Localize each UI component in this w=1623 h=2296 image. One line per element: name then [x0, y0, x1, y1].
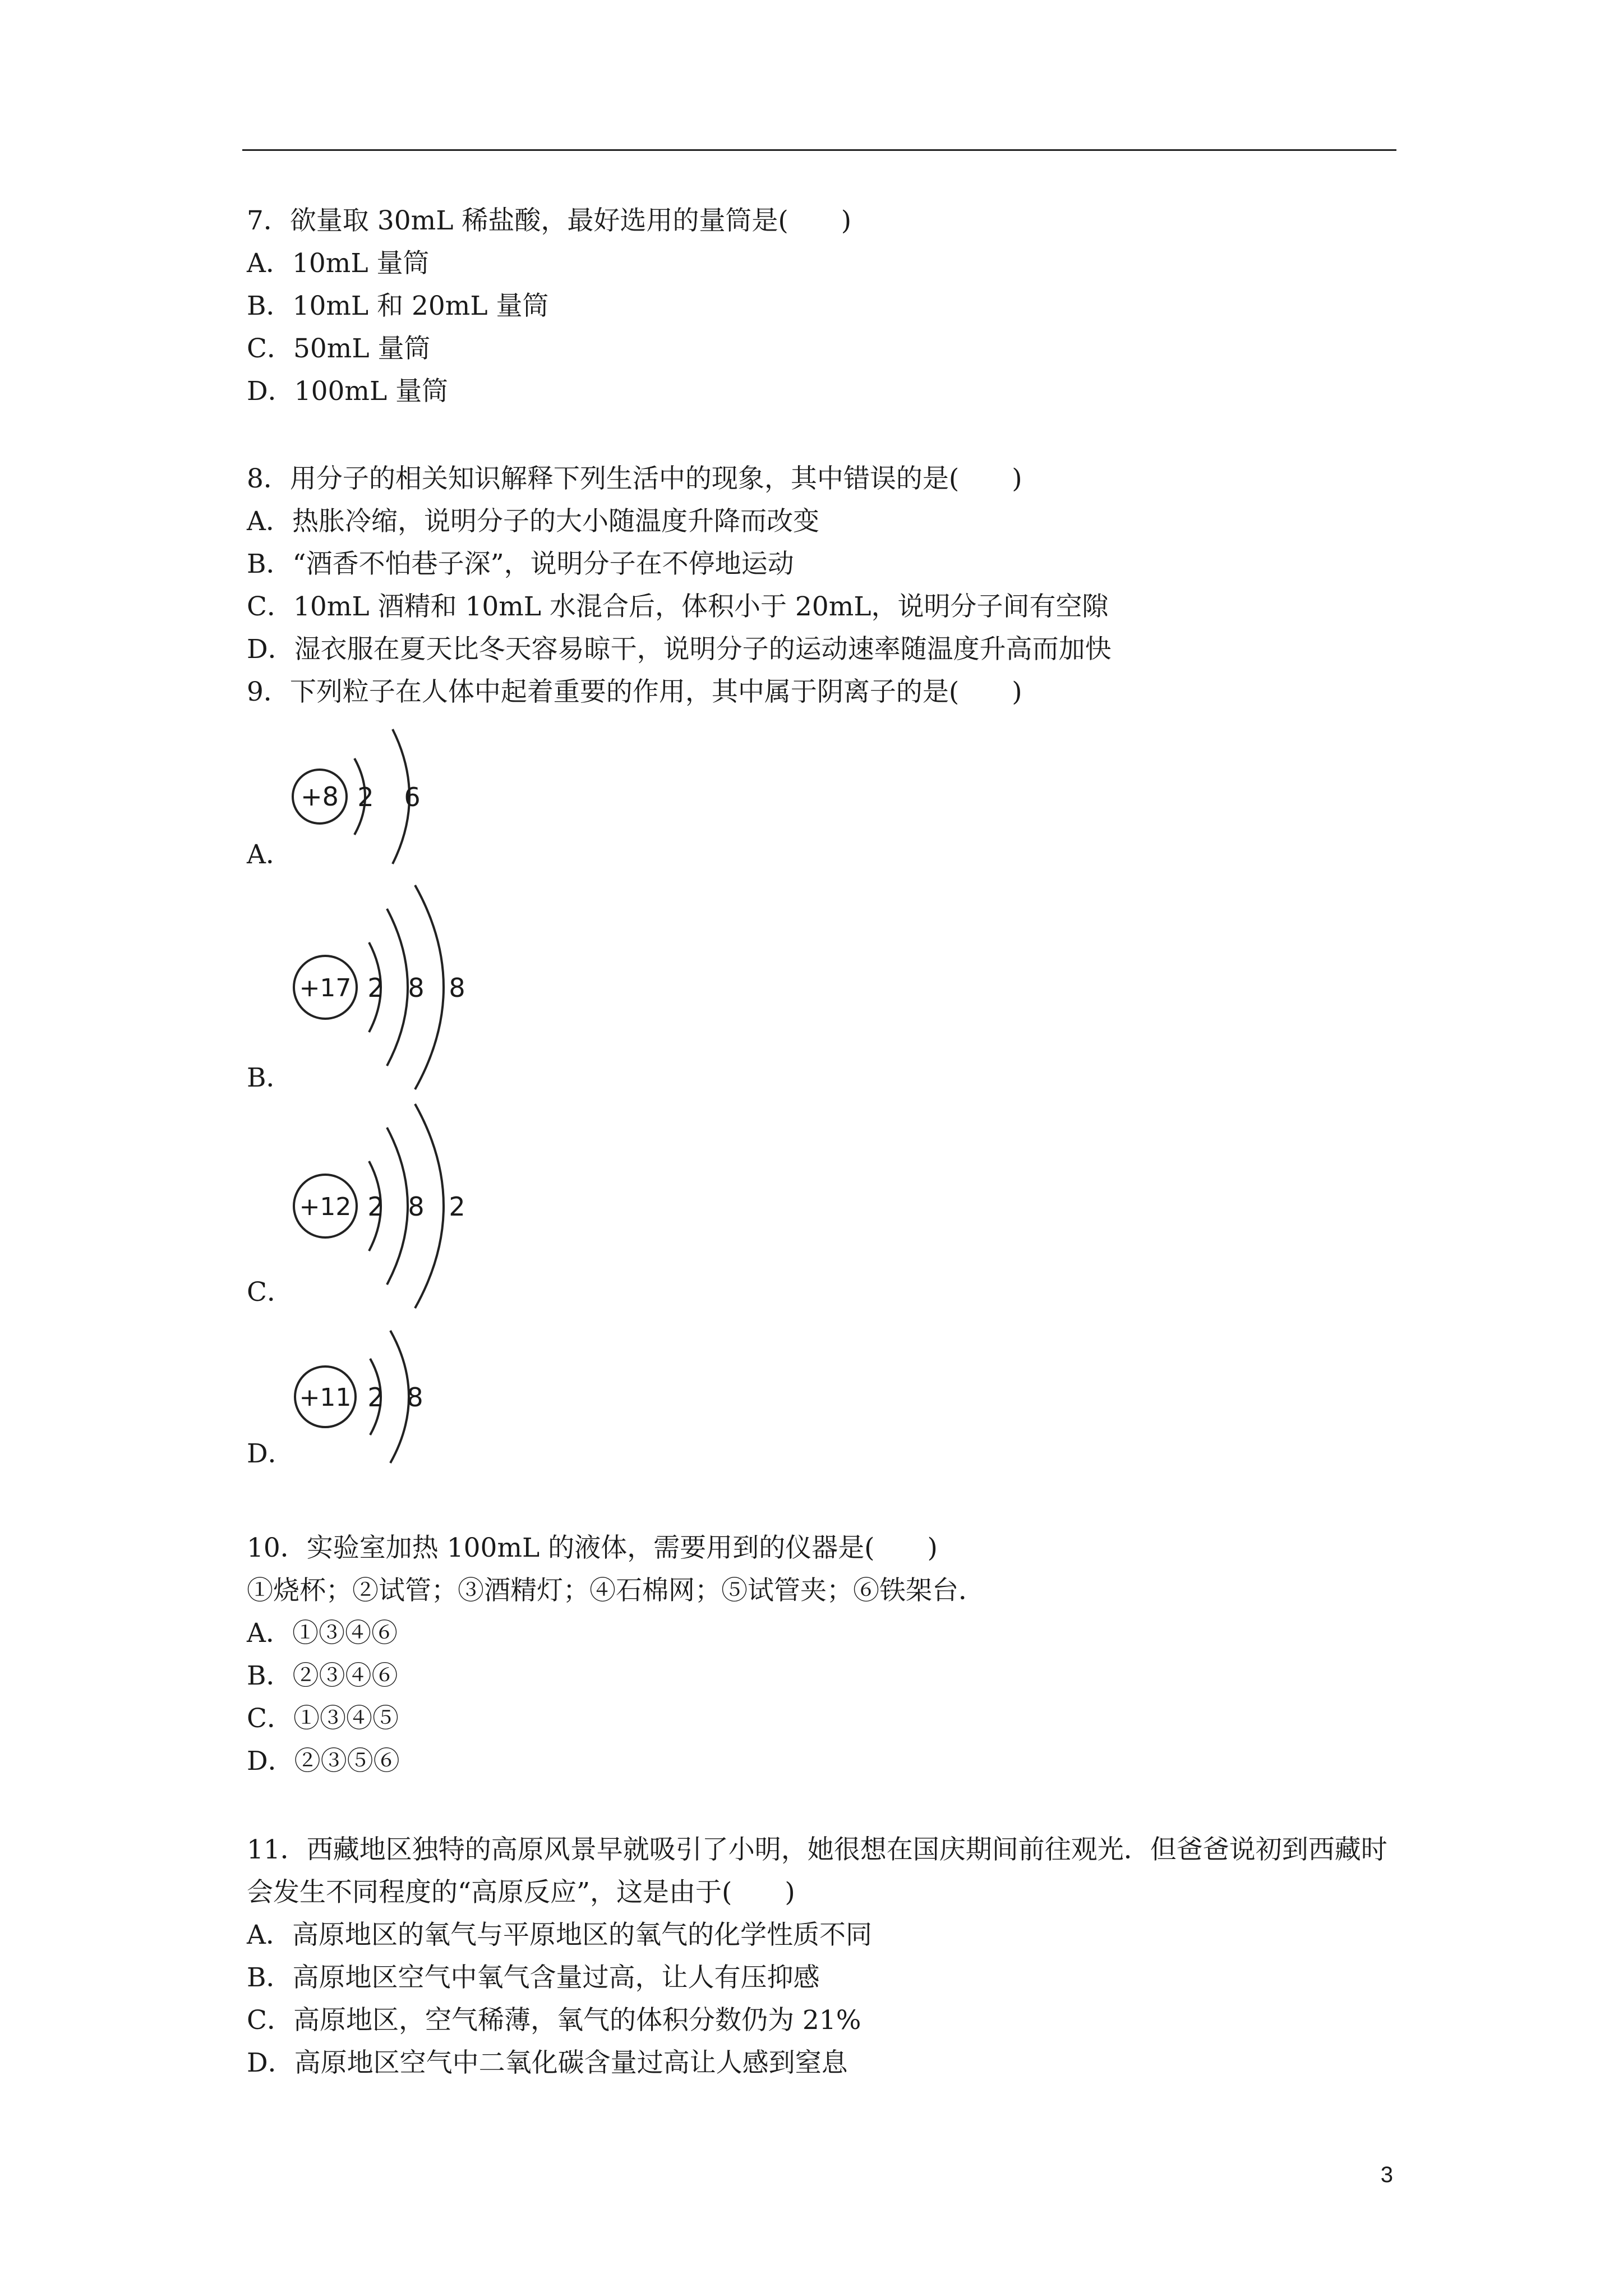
atom-diagram-b — [280, 881, 505, 1094]
option-b: B．“酒香不怕巷子深”，说明分子在不停地运动 — [247, 549, 794, 579]
option-b: B．高原地区空气中氧气含量过高，让人有压抑感 — [247, 1962, 820, 1993]
option-a-label: A． — [247, 839, 292, 870]
option-c: C．①③④⑤ — [247, 1703, 399, 1734]
option-c: C．高原地区，空气稀薄，氧气的体积分数仍为 21% — [247, 2005, 861, 2036]
option-d: D．湿衣服在夏天比冬天容易晾干，说明分子的运动速率随温度升高而加快 — [247, 634, 1112, 665]
shell-electrons: 8 — [407, 1382, 423, 1412]
shell-electrons: 8 — [408, 1191, 425, 1222]
atom-diagram-d — [280, 1324, 460, 1470]
atom-diagram-a — [280, 724, 460, 869]
option-b: B．10mL 和 20mL 量筒 — [247, 291, 549, 321]
page-number: 3 — [1380, 2162, 1393, 2187]
question-stem: 11．西藏地区独特的高原风景早就吸引了小明，她很想在国庆期间前往观光．但爸爸说初到西藏时会发生不同程度的“高原反应”，这是由于( ) — [247, 1834, 1387, 1908]
nucleus-charge: +17 — [299, 974, 352, 1002]
question-8 — [247, 458, 1402, 714]
option-d: D．100mL 量筒 — [247, 376, 449, 407]
question-7 — [247, 200, 1402, 413]
option-b: B．②③④⑥ — [247, 1660, 398, 1691]
option-a: A．高原地区的氧气与平原地区的氧气的化学性质不同 — [247, 1920, 872, 1950]
option-b-label: B． — [247, 1062, 293, 1093]
option-a: A．热胀冷缩，说明分子的大小随温度升降而改变 — [247, 506, 819, 537]
question-11 — [247, 1829, 1402, 2085]
atom-diagram-c — [280, 1099, 505, 1313]
shell-electrons: 2 — [357, 782, 374, 812]
option-c-label: C． — [247, 1277, 293, 1308]
option-c: C．50mL 量筒 — [247, 333, 431, 364]
shell-electrons: 2 — [367, 1191, 384, 1222]
instrument-list: ①烧杯；②试管；③酒精灯；④石棉网；⑤试管夹；⑥铁架台． — [247, 1575, 985, 1606]
shell-electrons: 2 — [449, 1191, 465, 1222]
question-9-stem: 9．下列粒子在人体中起着重要的作用，其中属于阴离子的是( ) — [247, 677, 1022, 707]
option-d: D．高原地区空气中二氧化碳含量过高让人感到窒息 — [247, 2047, 848, 2078]
nucleus-charge: +8 — [301, 781, 339, 812]
option-c: C．10mL 酒精和 10mL 水混合后，体积小于 20mL，说明分子间有空隙 — [247, 591, 1109, 622]
option-d-label: D． — [247, 1438, 294, 1469]
question-stem: 10．实验室加热 100mL 的液体，需要用到的仪器是( ) — [247, 1533, 938, 1563]
shell-electrons: 2 — [367, 973, 384, 1003]
option-a: A．10mL 量筒 — [247, 248, 430, 279]
nucleus-charge: +12 — [299, 1193, 352, 1221]
shell-electrons: 8 — [408, 973, 425, 1003]
question-10 — [247, 1527, 1402, 1783]
option-d: D．②③⑤⑥ — [247, 1746, 400, 1777]
shell-electrons: 6 — [404, 782, 421, 812]
shell-electrons: 2 — [367, 1382, 384, 1412]
question-stem: 8．用分子的相关知识解释下列生活中的现象，其中错误的是( ) — [247, 463, 1022, 494]
option-a: A．①③④⑥ — [247, 1618, 398, 1649]
shell-electrons: 8 — [449, 973, 465, 1003]
question-stem: 7．欲量取 30mL 稀盐酸，最好选用的量筒是( ) — [247, 205, 852, 236]
nucleus-charge: +11 — [299, 1383, 352, 1412]
header-rule — [242, 149, 1396, 151]
